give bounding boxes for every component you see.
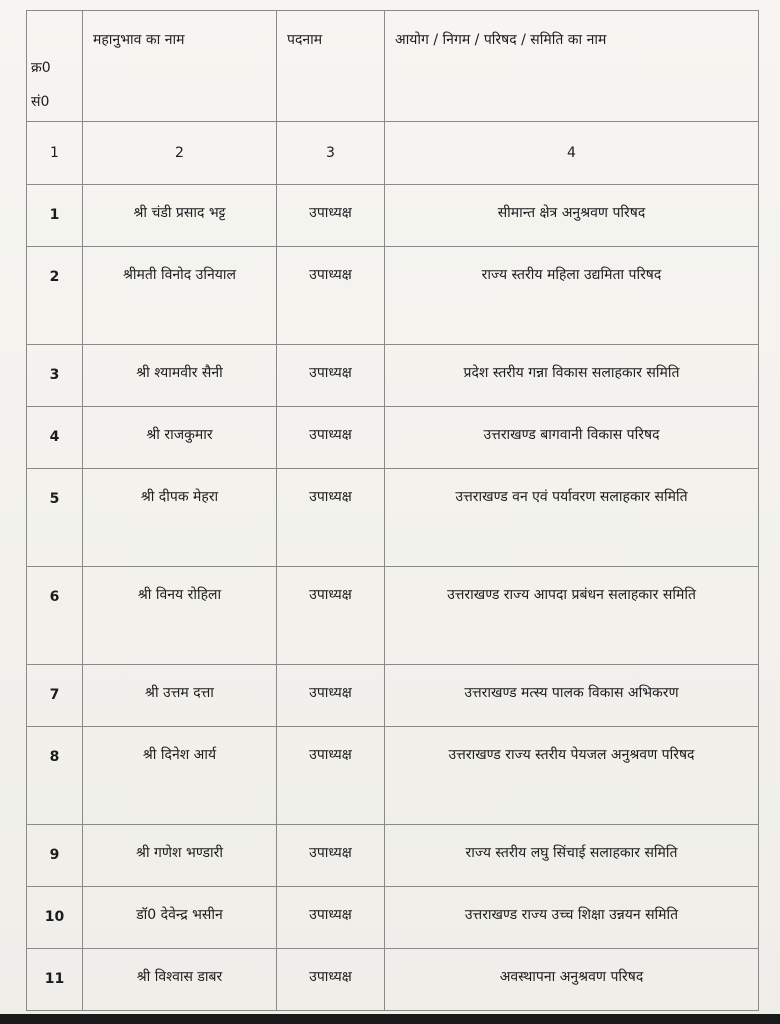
table-row (27, 247, 759, 345)
organization-cell: उत्तराखण्ड राज्य स्तरीय पेयजल अनुश्रवण परिषद (385, 727, 759, 825)
table-row (27, 887, 759, 949)
organization-cell: उत्तराखण्ड मत्स्य पालक विकास अभिकरण (385, 665, 759, 727)
designation-cell: उपाध्यक्ष (277, 469, 385, 567)
serial-cell: 9 (27, 825, 83, 887)
designation-cell: उपाध्यक्ष (277, 345, 385, 407)
name-cell: श्रीमती विनोद उनियाल (83, 247, 277, 345)
serial-cell: 1 (27, 185, 83, 247)
name-cell: श्री राजकुमार (83, 407, 277, 469)
name-cell: डॉ0 देवेन्द्र भसीन (83, 887, 277, 949)
column-number: 1 (27, 122, 83, 185)
name-cell: श्री दिनेश आर्य (83, 727, 277, 825)
header-row (27, 11, 759, 122)
designation-cell: उपाध्यक्ष (277, 247, 385, 345)
header-serial (27, 11, 83, 122)
organization-cell: राज्य स्तरीय लघु सिंचाई सलाहकार समिति (385, 825, 759, 887)
header-serial-line2: सं0 (31, 94, 50, 110)
table-row (27, 469, 759, 567)
table-row (27, 407, 759, 469)
header-designation: पदनाम (277, 11, 385, 122)
organization-cell: उत्तराखण्ड वन एवं पर्यावरण सलाहकार समिति (385, 469, 759, 567)
serial-cell: 2 (27, 247, 83, 345)
table-row (27, 185, 759, 247)
page-bottom-edge (0, 1014, 780, 1024)
designation-cell: उपाध्यक्ष (277, 407, 385, 469)
name-cell: श्री दीपक मेहरा (83, 469, 277, 567)
designation-cell: उपाध्यक्ष (277, 949, 385, 1011)
designation-cell: उपाध्यक्ष (277, 887, 385, 949)
organization-cell: उत्तराखण्ड बागवानी विकास परिषद (385, 407, 759, 469)
table-row (27, 727, 759, 825)
name-cell: श्री गणेश भण्डारी (83, 825, 277, 887)
table-row (27, 345, 759, 407)
designation-cell: उपाध्यक्ष (277, 665, 385, 727)
column-number: 2 (83, 122, 277, 185)
table-row (27, 665, 759, 727)
table-row (27, 825, 759, 887)
designation-cell: उपाध्यक्ष (277, 825, 385, 887)
name-cell: श्री विश्वास डाबर (83, 949, 277, 1011)
serial-cell: 4 (27, 407, 83, 469)
table-row (27, 567, 759, 665)
organization-cell: राज्य स्तरीय महिला उद्यमिता परिषद (385, 247, 759, 345)
header-serial-line1: क्र0 (31, 60, 51, 76)
organization-cell: अवस्थापना अनुश्रवण परिषद (385, 949, 759, 1011)
organization-cell: उत्तराखण्ड राज्य उच्च शिक्षा उन्नयन समिति (385, 887, 759, 949)
name-cell: श्री चंडी प्रसाद भट्ट (83, 185, 277, 247)
name-cell: श्री उत्तम दत्ता (83, 665, 277, 727)
name-cell: श्री श्यामवीर सैनी (83, 345, 277, 407)
header-name: महानुभाव का नाम (83, 11, 277, 122)
organization-cell: उत्तराखण्ड राज्य आपदा प्रबंधन सलाहकार समिति (385, 567, 759, 665)
table-row (27, 949, 759, 1011)
serial-cell: 8 (27, 727, 83, 825)
column-number: 4 (385, 122, 759, 185)
serial-cell: 5 (27, 469, 83, 567)
column-number-row (27, 122, 759, 185)
serial-cell: 3 (27, 345, 83, 407)
serial-cell: 10 (27, 887, 83, 949)
organization-cell: सीमान्त क्षेत्र अनुश्रवण परिषद (385, 185, 759, 247)
serial-cell: 11 (27, 949, 83, 1011)
designation-cell: उपाध्यक्ष (277, 185, 385, 247)
appointments-table (26, 10, 759, 1011)
designation-cell: उपाध्यक्ष (277, 567, 385, 665)
designation-cell: उपाध्यक्ष (277, 727, 385, 825)
serial-cell: 6 (27, 567, 83, 665)
column-number: 3 (277, 122, 385, 185)
header-organization: आयोग / निगम / परिषद / समिति का नाम (385, 11, 759, 122)
organization-cell: प्रदेश स्तरीय गन्ना विकास सलाहकार समिति (385, 345, 759, 407)
name-cell: श्री विनय रोहिला (83, 567, 277, 665)
serial-cell: 7 (27, 665, 83, 727)
